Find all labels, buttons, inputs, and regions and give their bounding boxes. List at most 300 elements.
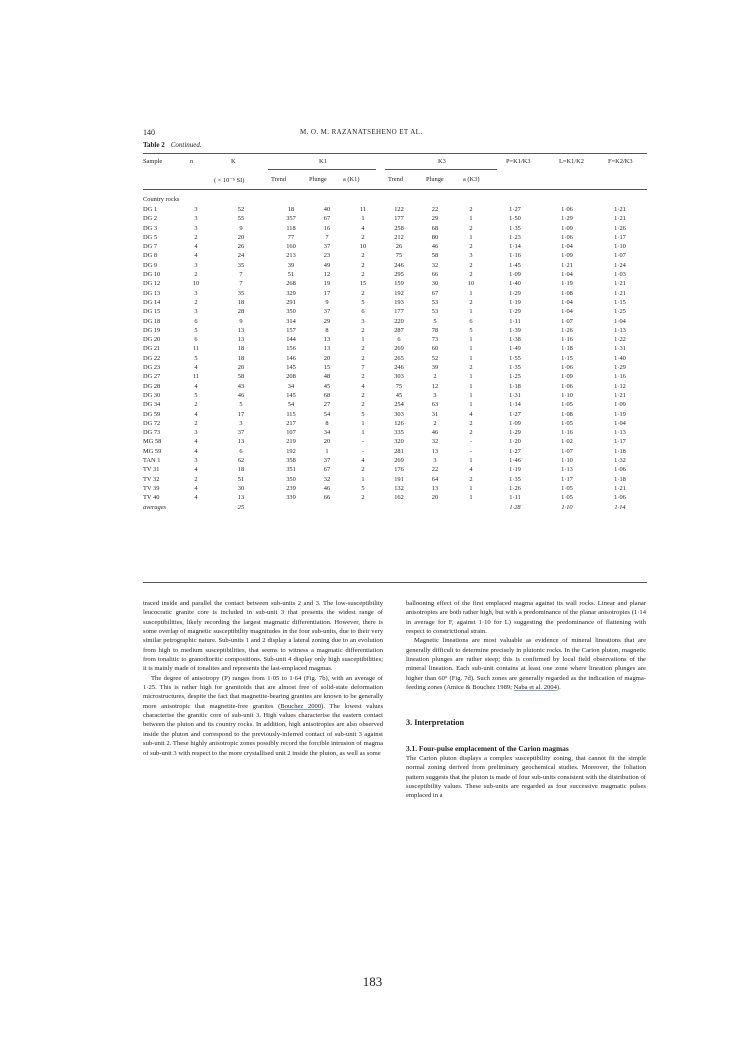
table-cell: 49 bbox=[323, 261, 331, 269]
table-cell: 303 bbox=[394, 410, 404, 418]
table-cell: DG 59 bbox=[143, 410, 161, 418]
averages-cell bbox=[417, 503, 453, 512]
table-cell: 3 bbox=[194, 429, 198, 437]
table-cell: 2 bbox=[469, 475, 473, 483]
table-cell: 9 bbox=[325, 298, 329, 306]
table-cell: 1·50 bbox=[509, 215, 521, 223]
table-cell: 1·17 bbox=[561, 475, 573, 483]
table-cell: 1·29 bbox=[614, 364, 626, 372]
table-cell: 2 bbox=[194, 298, 198, 306]
table-cell: 1·13 bbox=[561, 466, 573, 474]
data-table bbox=[143, 205, 647, 512]
table-cell: DG 23 bbox=[143, 364, 161, 372]
table-cell: 30 bbox=[431, 280, 439, 288]
table-cell: 18 bbox=[287, 206, 295, 213]
table-cell: 2 bbox=[361, 233, 365, 241]
table-cell: TV 32 bbox=[143, 475, 160, 483]
table-row bbox=[143, 419, 647, 428]
table-cell: 1·09 bbox=[509, 419, 521, 427]
table-cell: 254 bbox=[394, 401, 404, 409]
table-cell: 1·39 bbox=[509, 326, 521, 334]
table-cell: 31 bbox=[431, 410, 439, 418]
table-cell: 1·04 bbox=[561, 298, 573, 306]
table-cell: 35 bbox=[237, 289, 245, 297]
table-row bbox=[143, 344, 647, 353]
table-cell: 291 bbox=[286, 298, 296, 306]
table-cell: - bbox=[361, 438, 365, 446]
table-cell: 2 bbox=[469, 419, 473, 427]
table-row bbox=[143, 354, 647, 363]
table-cell: 22 bbox=[431, 206, 439, 213]
table-cell: 13 bbox=[237, 438, 245, 446]
table-cell: 1 bbox=[361, 336, 365, 344]
citation-link-naba[interactable]: Naba et al. 2004 bbox=[513, 684, 557, 692]
table-cell: 11 bbox=[192, 345, 200, 353]
table-cell: 1·29 bbox=[509, 429, 521, 437]
page-number: 140 bbox=[143, 128, 155, 137]
table-row bbox=[143, 437, 647, 446]
table-cell: 29 bbox=[323, 317, 331, 325]
table-cell: 4 bbox=[361, 224, 365, 232]
group-label: Country rocks bbox=[143, 196, 180, 203]
table-cell: 53 bbox=[431, 298, 439, 306]
table-cell: 35 bbox=[237, 261, 245, 269]
table-cell: 4 bbox=[194, 410, 198, 418]
table-cell: 4 bbox=[194, 243, 198, 251]
table-cell: 24 bbox=[237, 252, 245, 260]
table-cell: 1·04 bbox=[561, 271, 573, 279]
table-cell: 5 bbox=[361, 298, 365, 306]
table-cell: 46 bbox=[431, 429, 439, 437]
table-cell: 320 bbox=[394, 438, 404, 446]
table-cell: 1·35 bbox=[509, 364, 521, 372]
table-cell: 4 bbox=[361, 457, 365, 465]
table-cell: 13 bbox=[431, 447, 439, 455]
table-cell: 3 bbox=[194, 261, 198, 269]
table-cell: 51 bbox=[237, 475, 245, 483]
table-cell: 350 bbox=[286, 475, 296, 483]
table-cell: DG 19 bbox=[143, 326, 161, 334]
table-cell: 1·25 bbox=[509, 373, 521, 381]
table-cell: 7 bbox=[239, 280, 243, 288]
table-cell: 19 bbox=[323, 280, 331, 288]
table-cell: 3 bbox=[194, 308, 198, 316]
table-cell: 4 bbox=[194, 494, 198, 502]
table-cell: 1·05 bbox=[561, 484, 573, 492]
table-cell: DG 14 bbox=[143, 298, 161, 306]
table-cell: 5 bbox=[469, 326, 473, 334]
table-cell: 40 bbox=[323, 206, 331, 213]
table-cell: 5 bbox=[194, 391, 198, 399]
table-cell: 1·05 bbox=[561, 419, 573, 427]
table-cell: 3 bbox=[361, 317, 365, 325]
table-cell: 2 bbox=[361, 466, 365, 474]
table-cell: TV 40 bbox=[143, 494, 160, 502]
left-paragraph-2: The degree of anisotropy (P) ranges from 1·05 to 1·64 (Fig. 7b), with an average of 1·25. This is rather high for granitoids that are almost free of solid-state deformation microstructures, despite the fact that magnetite-bearing granites are known to be generally more anisotropic that magnetite-free granites (Bouchez 2000). The lowest values characterise the granitic core of sub-unit 3. High values characterise the eastern contact between the pluton and its country rocks. In addition, high anisotropies are also observed inside the pluton and correspond to the previously-inferred contact of sub-unit 3 against sub-unit 2. These highly anisotropic zones possibly record the forcible intrusion of magma of sub-unit 3 with respect to the more crystallised unit 2 inside the pluton, as well as some bbox=[143, 674, 384, 757]
table-cell: DG 1 bbox=[143, 206, 158, 213]
table-cell: 1·12 bbox=[614, 382, 626, 390]
table-cell: 55 bbox=[237, 215, 245, 223]
table-cell: 1 bbox=[469, 345, 473, 353]
table-cell: 159 bbox=[394, 280, 404, 288]
averages-cell bbox=[183, 503, 209, 512]
table-cell: 246 bbox=[394, 261, 404, 269]
table-row bbox=[143, 289, 647, 298]
table-cell: 63 bbox=[431, 401, 439, 409]
header-a-k3: a (K3) bbox=[463, 176, 480, 183]
table-row bbox=[143, 493, 647, 502]
table-cell: 7 bbox=[239, 271, 243, 279]
table-cell: DG 72 bbox=[143, 419, 161, 427]
table-cell: 2 bbox=[194, 419, 198, 427]
table-cell: 1·15 bbox=[561, 354, 573, 362]
table-cell: 7 bbox=[361, 364, 365, 372]
subsection-heading: 3.1. Four-pulse emplacement of the Carion magmas bbox=[406, 744, 569, 753]
table-row bbox=[143, 326, 647, 335]
table-cell: 1·10 bbox=[561, 457, 573, 465]
table-cell: 357 bbox=[286, 215, 296, 223]
table-cell: MG 59 bbox=[143, 447, 162, 455]
table-cell: 1·22 bbox=[614, 336, 626, 344]
table-cell: 2 bbox=[433, 373, 437, 381]
table-cell: 80 bbox=[431, 233, 439, 241]
right-column bbox=[406, 599, 646, 692]
table-row bbox=[143, 465, 647, 474]
table-cell: 1·16 bbox=[561, 429, 573, 437]
table-cell: 16 bbox=[323, 224, 331, 232]
table-cell: DG 15 bbox=[143, 308, 161, 316]
table-row bbox=[143, 428, 647, 437]
table-cell: 268 bbox=[286, 280, 296, 288]
table-cell: 1 bbox=[469, 336, 473, 344]
table-cell: 176 bbox=[394, 466, 404, 474]
table-cell: 3 bbox=[469, 252, 473, 260]
table-cell: 26 bbox=[237, 243, 245, 251]
table-cell: 2 bbox=[194, 233, 198, 241]
table-cell: 1·14 bbox=[509, 401, 521, 409]
table-cell: 1·21 bbox=[614, 206, 626, 213]
averages-cell: 25 bbox=[237, 503, 245, 511]
table-cell: 1·18 bbox=[614, 447, 626, 455]
table-cell: 17 bbox=[323, 289, 331, 297]
table-cell: 4 bbox=[194, 466, 198, 474]
table-cell: 28 bbox=[237, 308, 245, 316]
table-cell: 11 bbox=[359, 206, 367, 213]
header-k1: K1 bbox=[319, 158, 327, 165]
table-cell: 351 bbox=[286, 466, 296, 474]
table-cell: 37 bbox=[237, 429, 245, 437]
table-cell: 20 bbox=[323, 354, 331, 362]
table-cell: 1·29 bbox=[509, 308, 521, 316]
table-cell: 1·13 bbox=[614, 429, 626, 437]
header-n: n bbox=[190, 158, 194, 165]
table-cell: 1 bbox=[361, 429, 365, 437]
table-cell: DG 30 bbox=[143, 391, 161, 399]
table-cell: 1·06 bbox=[561, 233, 573, 241]
table-cell: 34 bbox=[287, 382, 295, 390]
table-cell: 67 bbox=[431, 289, 439, 297]
table-cell: 177 bbox=[394, 215, 404, 223]
table-cell: 67 bbox=[323, 215, 331, 223]
table-cell: 146 bbox=[286, 354, 296, 362]
data-table-body bbox=[143, 205, 647, 512]
table-cell: 239 bbox=[286, 484, 296, 492]
table-cell: 1 bbox=[361, 419, 365, 427]
table-row bbox=[143, 456, 647, 465]
table-cell: - bbox=[469, 447, 473, 455]
table-cell: 1·19 bbox=[614, 410, 626, 418]
table-cell: 2 bbox=[194, 475, 198, 483]
table-row bbox=[143, 447, 647, 456]
table-row bbox=[143, 363, 647, 372]
table-cell: 1·05 bbox=[561, 494, 573, 502]
table-cell: 269 bbox=[394, 457, 404, 465]
table-cell: DG 21 bbox=[143, 345, 161, 353]
table-cell: 2 bbox=[361, 261, 365, 269]
table-cell: 3 bbox=[239, 419, 243, 427]
table-cell: 1·40 bbox=[614, 354, 626, 362]
table-cell: 43 bbox=[237, 382, 245, 390]
table-cell: 3 bbox=[433, 391, 437, 399]
table-cell: 18 bbox=[237, 298, 245, 306]
table-cell: 1 bbox=[469, 233, 473, 241]
table-cell: 1·21 bbox=[561, 261, 573, 269]
table-cell: 66 bbox=[323, 494, 331, 502]
table-cell: 11 bbox=[192, 373, 200, 381]
table-cell: 5 bbox=[194, 326, 198, 334]
table-cell: 1·04 bbox=[561, 308, 573, 316]
table-cell: 1·31 bbox=[509, 391, 521, 399]
table-cell: 62 bbox=[237, 457, 245, 465]
table-cell: 34 bbox=[323, 429, 331, 437]
table-cell: 54 bbox=[323, 410, 331, 418]
header-trend-k1: Trend bbox=[271, 176, 287, 183]
k3-underline bbox=[385, 169, 497, 170]
table-cell: 335 bbox=[394, 429, 404, 437]
table-cell: 1·55 bbox=[509, 354, 521, 362]
table-cell: 29 bbox=[431, 215, 439, 223]
table-cell: 1·10 bbox=[614, 243, 626, 251]
table-cell: DG 10 bbox=[143, 271, 161, 279]
table-cell: 281 bbox=[394, 447, 404, 455]
table-cell: 1 bbox=[469, 354, 473, 362]
table-cell: 162 bbox=[394, 494, 404, 502]
table-cell: 32 bbox=[431, 438, 439, 446]
table-cell: 193 bbox=[394, 298, 404, 306]
table-cell: 8 bbox=[325, 419, 329, 427]
table-cell: 1·38 bbox=[509, 336, 521, 344]
table-cell: 1 bbox=[469, 457, 473, 465]
table-cell: 20 bbox=[237, 233, 245, 241]
table-cell: 30 bbox=[237, 484, 245, 492]
table-cell: 12 bbox=[323, 271, 331, 279]
table-cell: 77 bbox=[287, 233, 295, 241]
table-cell: 52 bbox=[431, 354, 439, 362]
table-cell: 157 bbox=[286, 326, 296, 334]
table-row bbox=[143, 484, 647, 493]
table-cell: 1·14 bbox=[509, 243, 521, 251]
table-cell: 13 bbox=[323, 336, 331, 344]
table-cell: 2 bbox=[469, 364, 473, 372]
table-cell: 1·04 bbox=[614, 317, 626, 325]
k1-underline bbox=[268, 169, 376, 170]
table-cell: 1·19 bbox=[561, 280, 573, 288]
header-f: F=K2/K3 bbox=[608, 158, 633, 165]
table-top-rule bbox=[143, 153, 647, 154]
table-cell: 145 bbox=[286, 391, 296, 399]
table-cell: 13 bbox=[323, 345, 331, 353]
table-cell: 58 bbox=[431, 252, 439, 260]
table-row bbox=[143, 233, 647, 242]
table-cell: 51 bbox=[287, 271, 295, 279]
table-cell: 9 bbox=[239, 317, 243, 325]
table-cell: 10 bbox=[467, 280, 475, 288]
table-cell: 5 bbox=[361, 484, 365, 492]
table-row bbox=[143, 279, 647, 288]
citation-link-bouchez[interactable]: Bouchez 2000 bbox=[280, 702, 322, 710]
table-cell: 1·49 bbox=[509, 345, 521, 353]
table-cell: 1·09 bbox=[614, 401, 626, 409]
table-cell: 1 bbox=[469, 494, 473, 502]
table-cell: 15 bbox=[359, 280, 367, 288]
table-row bbox=[143, 261, 647, 270]
table-cell: 115 bbox=[286, 410, 296, 418]
table-cell: 75 bbox=[395, 382, 403, 390]
table-row bbox=[143, 372, 647, 381]
table-cell: 6 bbox=[469, 317, 473, 325]
table-cell: 20 bbox=[431, 494, 439, 502]
table-cell: 3 bbox=[194, 289, 198, 297]
averages-cell: averages bbox=[143, 503, 167, 511]
table-cell: 1·06 bbox=[561, 206, 573, 213]
table-cell: 1·20 bbox=[509, 438, 521, 446]
table-cell: 22 bbox=[431, 466, 439, 474]
table-row bbox=[143, 382, 647, 391]
header-k-unit: ( × 10⁻⁵ SI) bbox=[214, 177, 245, 184]
table-header-rule bbox=[143, 189, 647, 190]
table-row bbox=[143, 270, 647, 279]
header-a-k1: a (K1) bbox=[343, 176, 360, 183]
table-cell: 192 bbox=[394, 289, 404, 297]
table-cell: 5 bbox=[361, 410, 365, 418]
table-cell: 1·26 bbox=[561, 326, 573, 334]
averages-cell: 1·10 bbox=[561, 503, 573, 511]
table-cell: 2 bbox=[194, 401, 198, 409]
table-cell: TV 39 bbox=[143, 484, 160, 492]
table-cell: 220 bbox=[394, 317, 404, 325]
table-cell: 48 bbox=[323, 373, 331, 381]
table-cell: 212 bbox=[394, 233, 404, 241]
table-cell: 1·21 bbox=[614, 289, 626, 297]
table-cell: 1·31 bbox=[614, 345, 626, 353]
table-cell: 68 bbox=[323, 391, 331, 399]
table-cell: 18 bbox=[237, 354, 245, 362]
table-cell: 2 bbox=[361, 271, 365, 279]
averages-cell bbox=[345, 503, 381, 512]
table-cell: 1·08 bbox=[561, 289, 573, 297]
table-cell: 20 bbox=[237, 364, 245, 372]
table-cell: 192 bbox=[286, 447, 296, 455]
table-row bbox=[143, 307, 647, 316]
table-cell: 1·06 bbox=[614, 494, 626, 502]
left-paragraph-1: traced inside and parallel the contact between sub-units 2 and 3. The low-susceptibility leucocratic granite core is included in sub-unit 3 that presents the widest range of susceptibilities, likely recording the largest magmatic differentiation. However, there is some overlap of magnetic susceptibility magnitudes in the four sub-units, due to their very similar petrographic nature. Sub-units 1 and 2 display a lateral zoning due to an evolution from high to medium susceptibilities, that seems to witness a magmatic differentiation from tonalitic to granodioritic compositions. Sub-unit 4 display only high susceptibilities; it is mainly made of tonalites and represents the last-emplaced magmas. bbox=[143, 600, 383, 673]
table-cell: 350 bbox=[286, 308, 296, 316]
table-cell: 144 bbox=[286, 336, 296, 344]
table-cell: 1·11 bbox=[509, 494, 521, 502]
table-cell: DG 5 bbox=[143, 233, 158, 241]
table-cell: 5 bbox=[194, 354, 198, 362]
table-cell: 213 bbox=[286, 252, 296, 260]
table-cell: 2 bbox=[469, 206, 473, 213]
table-cell: 1 bbox=[469, 382, 473, 390]
table-cell: 46 bbox=[431, 243, 439, 251]
table-cell: 6 bbox=[239, 447, 243, 455]
table-cell: 160 bbox=[286, 243, 296, 251]
table-cell: 1·26 bbox=[614, 224, 626, 232]
table-cell: 1·18 bbox=[614, 475, 626, 483]
table-cell: 6 bbox=[194, 317, 198, 325]
table-cell: 9 bbox=[239, 224, 243, 232]
table-cell: 1·07 bbox=[561, 317, 573, 325]
table-cell: 191 bbox=[394, 475, 404, 483]
table-cell: 1·03 bbox=[614, 271, 626, 279]
table-cell: 39 bbox=[287, 261, 295, 269]
table-cell: 3 bbox=[194, 215, 198, 223]
right-paragraph-3: The Carion pluton displays a complex susceptibility zoning, that cannot fit the simple normal zoning derived from preliminary geochemical studies. Moreover, the foliation pattern suggests that the pluton is made of four sub-units consistent with the distribution of susceptibility values. These sub-units are regarded as four successive magmatic pulses emplaced in a bbox=[406, 755, 646, 800]
averages-cell: 1·28 bbox=[509, 503, 521, 511]
table-cell: 1·35 bbox=[509, 224, 521, 232]
table-cell: 20 bbox=[323, 438, 331, 446]
table-cell: 2 bbox=[361, 401, 365, 409]
table-cell: TV 31 bbox=[143, 466, 160, 474]
table-cell: 4 bbox=[194, 447, 198, 455]
table-cell: 1·45 bbox=[509, 261, 521, 269]
table-cell: 339 bbox=[286, 494, 296, 502]
table-cell: 53 bbox=[431, 308, 439, 316]
table-cell: 68 bbox=[431, 224, 439, 232]
table-cell: 2 bbox=[469, 298, 473, 306]
table-cell: 1·26 bbox=[509, 484, 521, 492]
table-cell: 1·13 bbox=[614, 326, 626, 334]
table-cell: 122 bbox=[394, 206, 404, 213]
table-cell: 1·46 bbox=[509, 457, 521, 465]
table-cell: DG 3 bbox=[143, 224, 158, 232]
table-cell: 37 bbox=[323, 457, 331, 465]
table-cell: 303 bbox=[394, 373, 404, 381]
table-cell: 1·11 bbox=[509, 317, 521, 325]
table-cell: 6 bbox=[194, 336, 198, 344]
table-row bbox=[143, 317, 647, 326]
table-cell: 2 bbox=[469, 271, 473, 279]
table-cell: 13 bbox=[237, 326, 245, 334]
table-cell: 1 bbox=[469, 289, 473, 297]
table-cell: 1 bbox=[469, 401, 473, 409]
table-row bbox=[143, 410, 647, 419]
table-cell: 2 bbox=[469, 261, 473, 269]
table-cell: 66 bbox=[431, 271, 439, 279]
table-cell: 18 bbox=[237, 345, 245, 353]
table-row bbox=[143, 224, 647, 233]
table-cell: 37 bbox=[323, 243, 331, 251]
table-row bbox=[143, 391, 647, 400]
table-row bbox=[143, 335, 647, 344]
table-cell: 2 bbox=[361, 373, 365, 381]
table-cell: 2 bbox=[361, 289, 365, 297]
table-cell: 1·06 bbox=[561, 364, 573, 372]
table-cell: 1·25 bbox=[614, 308, 626, 316]
table-cell: 73 bbox=[431, 336, 439, 344]
table-cell: 7 bbox=[325, 233, 329, 241]
